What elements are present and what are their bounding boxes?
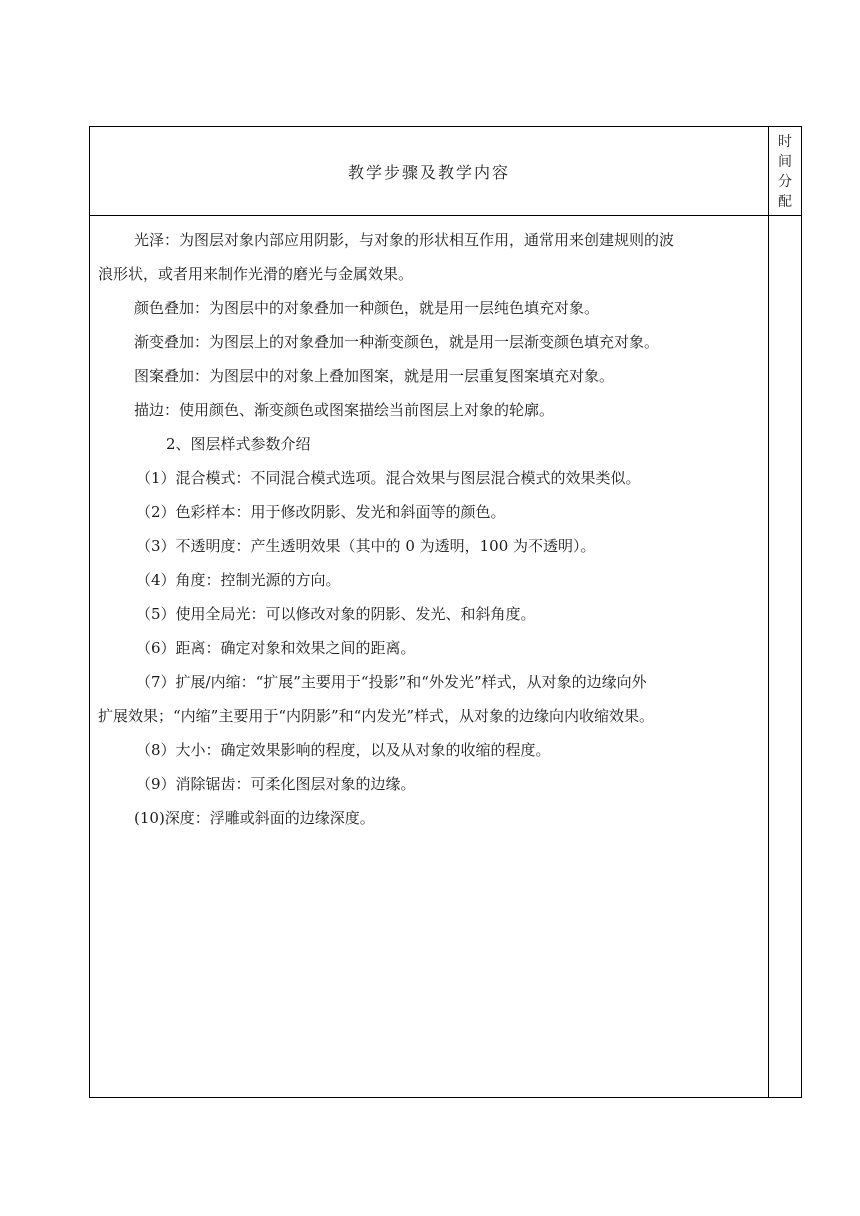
- header-side-char: 时: [778, 134, 792, 150]
- lesson-table: [89, 126, 802, 1098]
- list-item: （8）大小：确定效果影响的程度，以及从对象的收缩的程度。: [136, 741, 551, 759]
- list-item: （3）不透明度：产生透明效果（其中的 0 为透明，100 为不透明）。: [136, 537, 596, 555]
- paragraph-pattern-overlay: 图案叠加：为图层中的对象上叠加图案，就是用一层重复图案填充对象。: [134, 367, 615, 385]
- list-item: （6）距离：确定对象和效果之间的距离。: [136, 639, 416, 657]
- list-item: (10)深度：浮雕或斜面的边缘深度。: [134, 809, 375, 827]
- paragraph-color-overlay: 颜色叠加：为图层中的对象叠加一种颜色，就是用一层纯色填充对象。: [134, 299, 600, 317]
- content-cell: [90, 216, 769, 1097]
- time-allocation-cell: [769, 216, 801, 1097]
- list-item-continuation: 扩展效果；“内缩”主要用于“内阴影”和“内发光”样式，从对象的边缘向内收缩效果。: [98, 707, 655, 725]
- header-side-char: 间: [778, 154, 792, 170]
- header-title: 教学步骤及教学内容: [347, 162, 510, 182]
- section-heading: 2、图层样式参数介绍: [166, 435, 311, 453]
- list-item: （7）扩展/内缩：“扩展”主要用于“投影”和“外发光”样式，从对象的边缘向外: [136, 673, 647, 691]
- list-item: （9）消除锯齿：可柔化图层对象的边缘。: [136, 775, 416, 793]
- paragraph-stroke: 描边：使用颜色、渐变颜色或图案描绘当前图层上对象的轮廓。: [134, 401, 555, 419]
- paragraph-gloss-line2: 浪形状，或者用来制作光滑的磨光与金属效果。: [98, 265, 414, 283]
- content-body: [90, 216, 768, 835]
- paragraph-gloss-line1: 光泽：为图层对象内部应用阴影，与对象的形状相互作用，通常用来创建规则的波: [134, 231, 675, 249]
- paragraph-gradient-overlay: 渐变叠加：为图层上的对象叠加一种渐变颜色，就是用一层渐变颜色填充对象。: [134, 333, 660, 351]
- header-side-char: 分: [778, 174, 792, 190]
- list-item: （5）使用全局光：可以修改对象的阴影、发光、和斜角度。: [136, 605, 536, 623]
- list-item: （4）角度：控制光源的方向。: [136, 571, 341, 589]
- list-item: （1）混合模式：不同混合模式选项。混合效果与图层混合模式的效果类似。: [136, 469, 641, 487]
- header-title-cell: [90, 127, 769, 216]
- header-time-allocation-cell: [769, 127, 801, 216]
- list-item: （2）色彩样本：用于修改阴影、发光和斜面等的颜色。: [136, 503, 506, 521]
- header-side-char: 配: [778, 194, 792, 210]
